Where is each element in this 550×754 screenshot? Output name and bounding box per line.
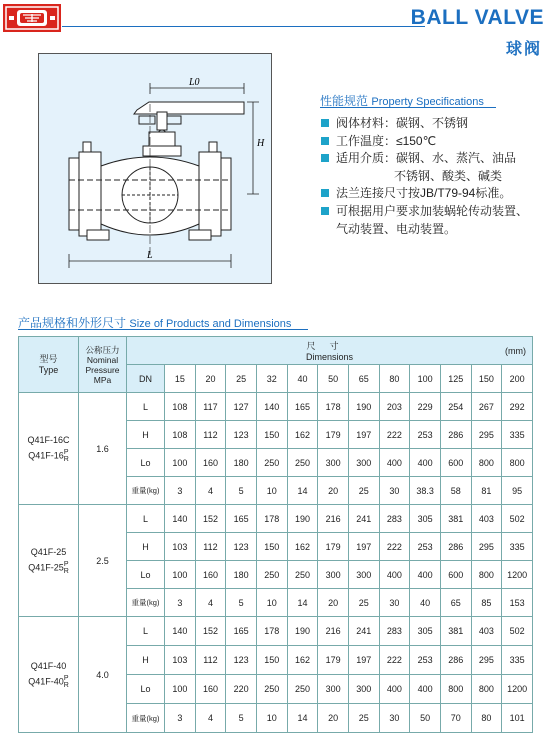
type-cell: Q41F-16C Q41F-16 P R [19, 393, 79, 505]
table-cell: 222 [379, 421, 410, 449]
table-cell: 381 [440, 505, 471, 533]
table-cell: 150 [256, 421, 287, 449]
table-cell: 112 [195, 533, 226, 561]
table-cell: 123 [226, 421, 257, 449]
unit-label: (mm) [504, 346, 526, 356]
row-label: 重量(kg) [127, 589, 165, 617]
row-label: L [127, 505, 165, 533]
spec-item-options: 可根据用户要求加装蜗轮传动装置、 [320, 203, 545, 221]
table-cell: 117 [195, 393, 226, 421]
table-cell: 292 [502, 393, 533, 421]
table-cell: 58 [440, 477, 471, 505]
table-cell: 20 [318, 477, 349, 505]
spec-item-temperature: 工作温度：≤150℃ [320, 133, 545, 151]
table-cell: 179 [318, 533, 349, 561]
table-cell: 3 [165, 704, 196, 733]
table-cell: 160 [195, 675, 226, 704]
table-cell: 250 [256, 449, 287, 477]
table-cell: 140 [165, 505, 196, 533]
table-cell: 165 [226, 505, 257, 533]
spec-heading-cn: 性能规范 [320, 94, 369, 108]
size-underline [18, 329, 308, 330]
table-cell: 283 [379, 617, 410, 646]
table-cell: 403 [471, 617, 502, 646]
table-cell: 335 [502, 533, 533, 561]
table-cell: 162 [287, 533, 318, 561]
row-label: H [127, 421, 165, 449]
table-cell: 1200 [502, 561, 533, 589]
table-cell: 14 [287, 477, 318, 505]
table-cell: 3 [165, 589, 196, 617]
table-cell: 1200 [502, 675, 533, 704]
table-cell: 250 [256, 561, 287, 589]
dn-value: 15 [165, 365, 196, 393]
spec-item-flange: 法兰连接尺寸按JB/T79-94标准。 [320, 185, 545, 203]
table-cell: 179 [318, 646, 349, 675]
table-cell: 203 [379, 393, 410, 421]
table-cell: 400 [410, 561, 441, 589]
table-cell: 162 [287, 646, 318, 675]
table-cell: 222 [379, 646, 410, 675]
table-cell: 112 [195, 421, 226, 449]
table-cell: 295 [471, 533, 502, 561]
table-cell: 152 [195, 617, 226, 646]
table-cell: 600 [440, 449, 471, 477]
table-cell: 127 [226, 393, 257, 421]
table-cell: 300 [348, 675, 379, 704]
table-cell: 305 [410, 505, 441, 533]
table-cell: 250 [256, 675, 287, 704]
table-cell: 400 [379, 449, 410, 477]
table-cell: 103 [165, 533, 196, 561]
size-heading-cn: 产品规格和外形尺寸 [18, 316, 127, 330]
table-cell: 101 [502, 704, 533, 733]
table-cell: 70 [440, 704, 471, 733]
table-cell: 152 [195, 505, 226, 533]
table-cell: 190 [348, 393, 379, 421]
header-divider [62, 26, 425, 27]
table-cell: 179 [318, 421, 349, 449]
table-cell: 286 [440, 646, 471, 675]
table-cell: 108 [165, 393, 196, 421]
dn-value: 150 [471, 365, 502, 393]
table-cell: 20 [318, 589, 349, 617]
pressure-header: 公称压力 Nominal Pressure MPa [79, 337, 127, 393]
table-cell: 140 [256, 393, 287, 421]
table-cell: 10 [256, 477, 287, 505]
table-cell: 153 [502, 589, 533, 617]
row-label: Lo [127, 449, 165, 477]
valve-drawing [38, 53, 272, 284]
table-cell: 38.3 [410, 477, 441, 505]
row-label: Lo [127, 561, 165, 589]
type-cell: Q41F-40 Q41F-40 P R [19, 617, 79, 733]
dimensions-header: 尺寸 Dimensions (mm) [127, 337, 533, 365]
table-cell: 381 [440, 617, 471, 646]
table-cell: 190 [287, 505, 318, 533]
bullet-icon [321, 207, 329, 215]
table-cell: 600 [440, 561, 471, 589]
table-cell: 150 [256, 646, 287, 675]
table-cell: 335 [502, 421, 533, 449]
dn-value: 40 [287, 365, 318, 393]
table-row [19, 505, 533, 533]
table-cell: 216 [318, 505, 349, 533]
table-cell: 5 [226, 477, 257, 505]
dim-label-l0: L0 [189, 77, 200, 88]
company-logo [3, 4, 61, 32]
table-cell: 253 [410, 646, 441, 675]
row-label: L [127, 393, 165, 421]
table-cell: 229 [410, 393, 441, 421]
table-cell: 295 [471, 646, 502, 675]
row-label: 重量(kg) [127, 704, 165, 733]
table-cell: 286 [440, 533, 471, 561]
table-cell: 403 [471, 505, 502, 533]
valve-drawing-svg [39, 54, 271, 283]
dn-value: 50 [318, 365, 349, 393]
dn-value: 25 [226, 365, 257, 393]
spec-heading-en: Property Specifications [371, 96, 484, 108]
table-cell: 80 [471, 704, 502, 733]
table-cell: 250 [287, 561, 318, 589]
type-cell: Q41F-25 Q41F-25 P R [19, 505, 79, 617]
table-cell: 178 [256, 505, 287, 533]
row-label: L [127, 617, 165, 646]
table-cell: 267 [471, 393, 502, 421]
table-cell: 10 [256, 589, 287, 617]
table-cell: 30 [379, 589, 410, 617]
table-cell: 178 [318, 393, 349, 421]
table-cell: 300 [348, 561, 379, 589]
page-title-cn: 球阀 [505, 41, 542, 58]
table-cell: 197 [348, 646, 379, 675]
table-cell: 25 [348, 589, 379, 617]
table-cell: 162 [287, 421, 318, 449]
table-cell: 40 [410, 589, 441, 617]
spec-item-medium-cont: 不锈钢、酸类、碱类 [394, 168, 503, 183]
pressure-cell: 1.6 [79, 393, 127, 505]
table-cell: 190 [287, 617, 318, 646]
dn-value: 125 [440, 365, 471, 393]
table-cell: 25 [348, 477, 379, 505]
table-cell: 241 [348, 505, 379, 533]
table-cell: 160 [195, 561, 226, 589]
table-cell: 5 [226, 589, 257, 617]
bullet-icon [321, 154, 329, 162]
table-cell: 400 [410, 449, 441, 477]
table-cell: 400 [410, 675, 441, 704]
dim-label-h: H [257, 138, 265, 149]
table-cell: 300 [348, 449, 379, 477]
spec-underline [320, 107, 496, 108]
dn-value: 200 [502, 365, 533, 393]
table-cell: 4 [195, 477, 226, 505]
table-cell: 250 [287, 675, 318, 704]
pressure-cell: 4.0 [79, 617, 127, 733]
table-cell: 220 [226, 675, 257, 704]
table-cell: 103 [165, 646, 196, 675]
bullet-icon [321, 189, 329, 197]
dn-value: 100 [410, 365, 441, 393]
table-cell: 150 [256, 533, 287, 561]
table-cell: 100 [165, 449, 196, 477]
table-cell: 178 [256, 617, 287, 646]
table-cell: 108 [165, 421, 196, 449]
dim-label-l: L [147, 250, 153, 261]
table-cell: 123 [226, 646, 257, 675]
table-cell: 10 [256, 704, 287, 733]
dimensions-table [18, 336, 533, 733]
table-cell: 300 [318, 449, 349, 477]
table-cell: 25 [348, 704, 379, 733]
table-cell: 180 [226, 449, 257, 477]
table-cell: 165 [226, 617, 257, 646]
table-cell: 14 [287, 704, 318, 733]
row-label: 重量(kg) [127, 477, 165, 505]
table-cell: 800 [502, 449, 533, 477]
table-cell: 20 [318, 704, 349, 733]
row-label: Lo [127, 675, 165, 704]
table-cell: 253 [410, 533, 441, 561]
spec-item-options-cont: 气动装置、电动装置。 [336, 221, 457, 236]
dn-value: 32 [256, 365, 287, 393]
table-cell: 286 [440, 421, 471, 449]
table-cell: 180 [226, 561, 257, 589]
table-cell: 241 [348, 617, 379, 646]
table-cell: 250 [287, 449, 318, 477]
dn-value: 65 [348, 365, 379, 393]
table-cell: 222 [379, 533, 410, 561]
table-cell: 123 [226, 533, 257, 561]
table-cell: 140 [165, 617, 196, 646]
table-cell: 5 [226, 704, 257, 733]
size-heading-en: Size of Products and Dimensions [129, 318, 292, 330]
table-cell: 95 [502, 477, 533, 505]
table-cell: 165 [287, 393, 318, 421]
bullet-icon [321, 119, 329, 127]
row-label: H [127, 646, 165, 675]
table-cell: 100 [165, 561, 196, 589]
table-cell: 4 [195, 589, 226, 617]
table-cell: 216 [318, 617, 349, 646]
table-cell: 335 [502, 646, 533, 675]
pressure-cell: 2.5 [79, 505, 127, 617]
table-cell: 4 [195, 704, 226, 733]
table-cell: 800 [440, 675, 471, 704]
table-cell: 160 [195, 449, 226, 477]
table-cell: 300 [318, 561, 349, 589]
table-cell: 197 [348, 533, 379, 561]
table-cell: 85 [471, 589, 502, 617]
table-cell: 283 [379, 505, 410, 533]
dn-value: 20 [195, 365, 226, 393]
dn-value: 80 [379, 365, 410, 393]
spec-list [320, 115, 545, 238]
table-cell: 65 [440, 589, 471, 617]
row-label: H [127, 533, 165, 561]
table-cell: 14 [287, 589, 318, 617]
table-cell: 112 [195, 646, 226, 675]
table-cell: 800 [471, 675, 502, 704]
table-cell: 30 [379, 477, 410, 505]
spec-item-medium: 适用介质：碳钢、水、蒸汽、油品 [320, 150, 545, 168]
table-cell: 305 [410, 617, 441, 646]
table-cell: 253 [410, 421, 441, 449]
spec-item-material: 阀体材料：碳钢、不锈钢 [320, 115, 545, 133]
page-title: BALL VALVE [410, 6, 544, 29]
table-cell: 300 [318, 675, 349, 704]
dn-label: DN [127, 365, 165, 393]
table-row [19, 393, 533, 421]
table-cell: 3 [165, 477, 196, 505]
table-cell: 800 [471, 561, 502, 589]
bullet-icon [321, 137, 329, 145]
table-cell: 254 [440, 393, 471, 421]
table-cell: 400 [379, 675, 410, 704]
type-header: 型号 Type [19, 337, 79, 393]
table-cell: 502 [502, 617, 533, 646]
table-cell: 30 [379, 704, 410, 733]
table-cell: 197 [348, 421, 379, 449]
table-cell: 295 [471, 421, 502, 449]
table-cell: 502 [502, 505, 533, 533]
table-cell: 800 [471, 449, 502, 477]
table-row [19, 617, 533, 646]
table-cell: 81 [471, 477, 502, 505]
table-cell: 50 [410, 704, 441, 733]
table-cell: 100 [165, 675, 196, 704]
table-cell: 400 [379, 561, 410, 589]
